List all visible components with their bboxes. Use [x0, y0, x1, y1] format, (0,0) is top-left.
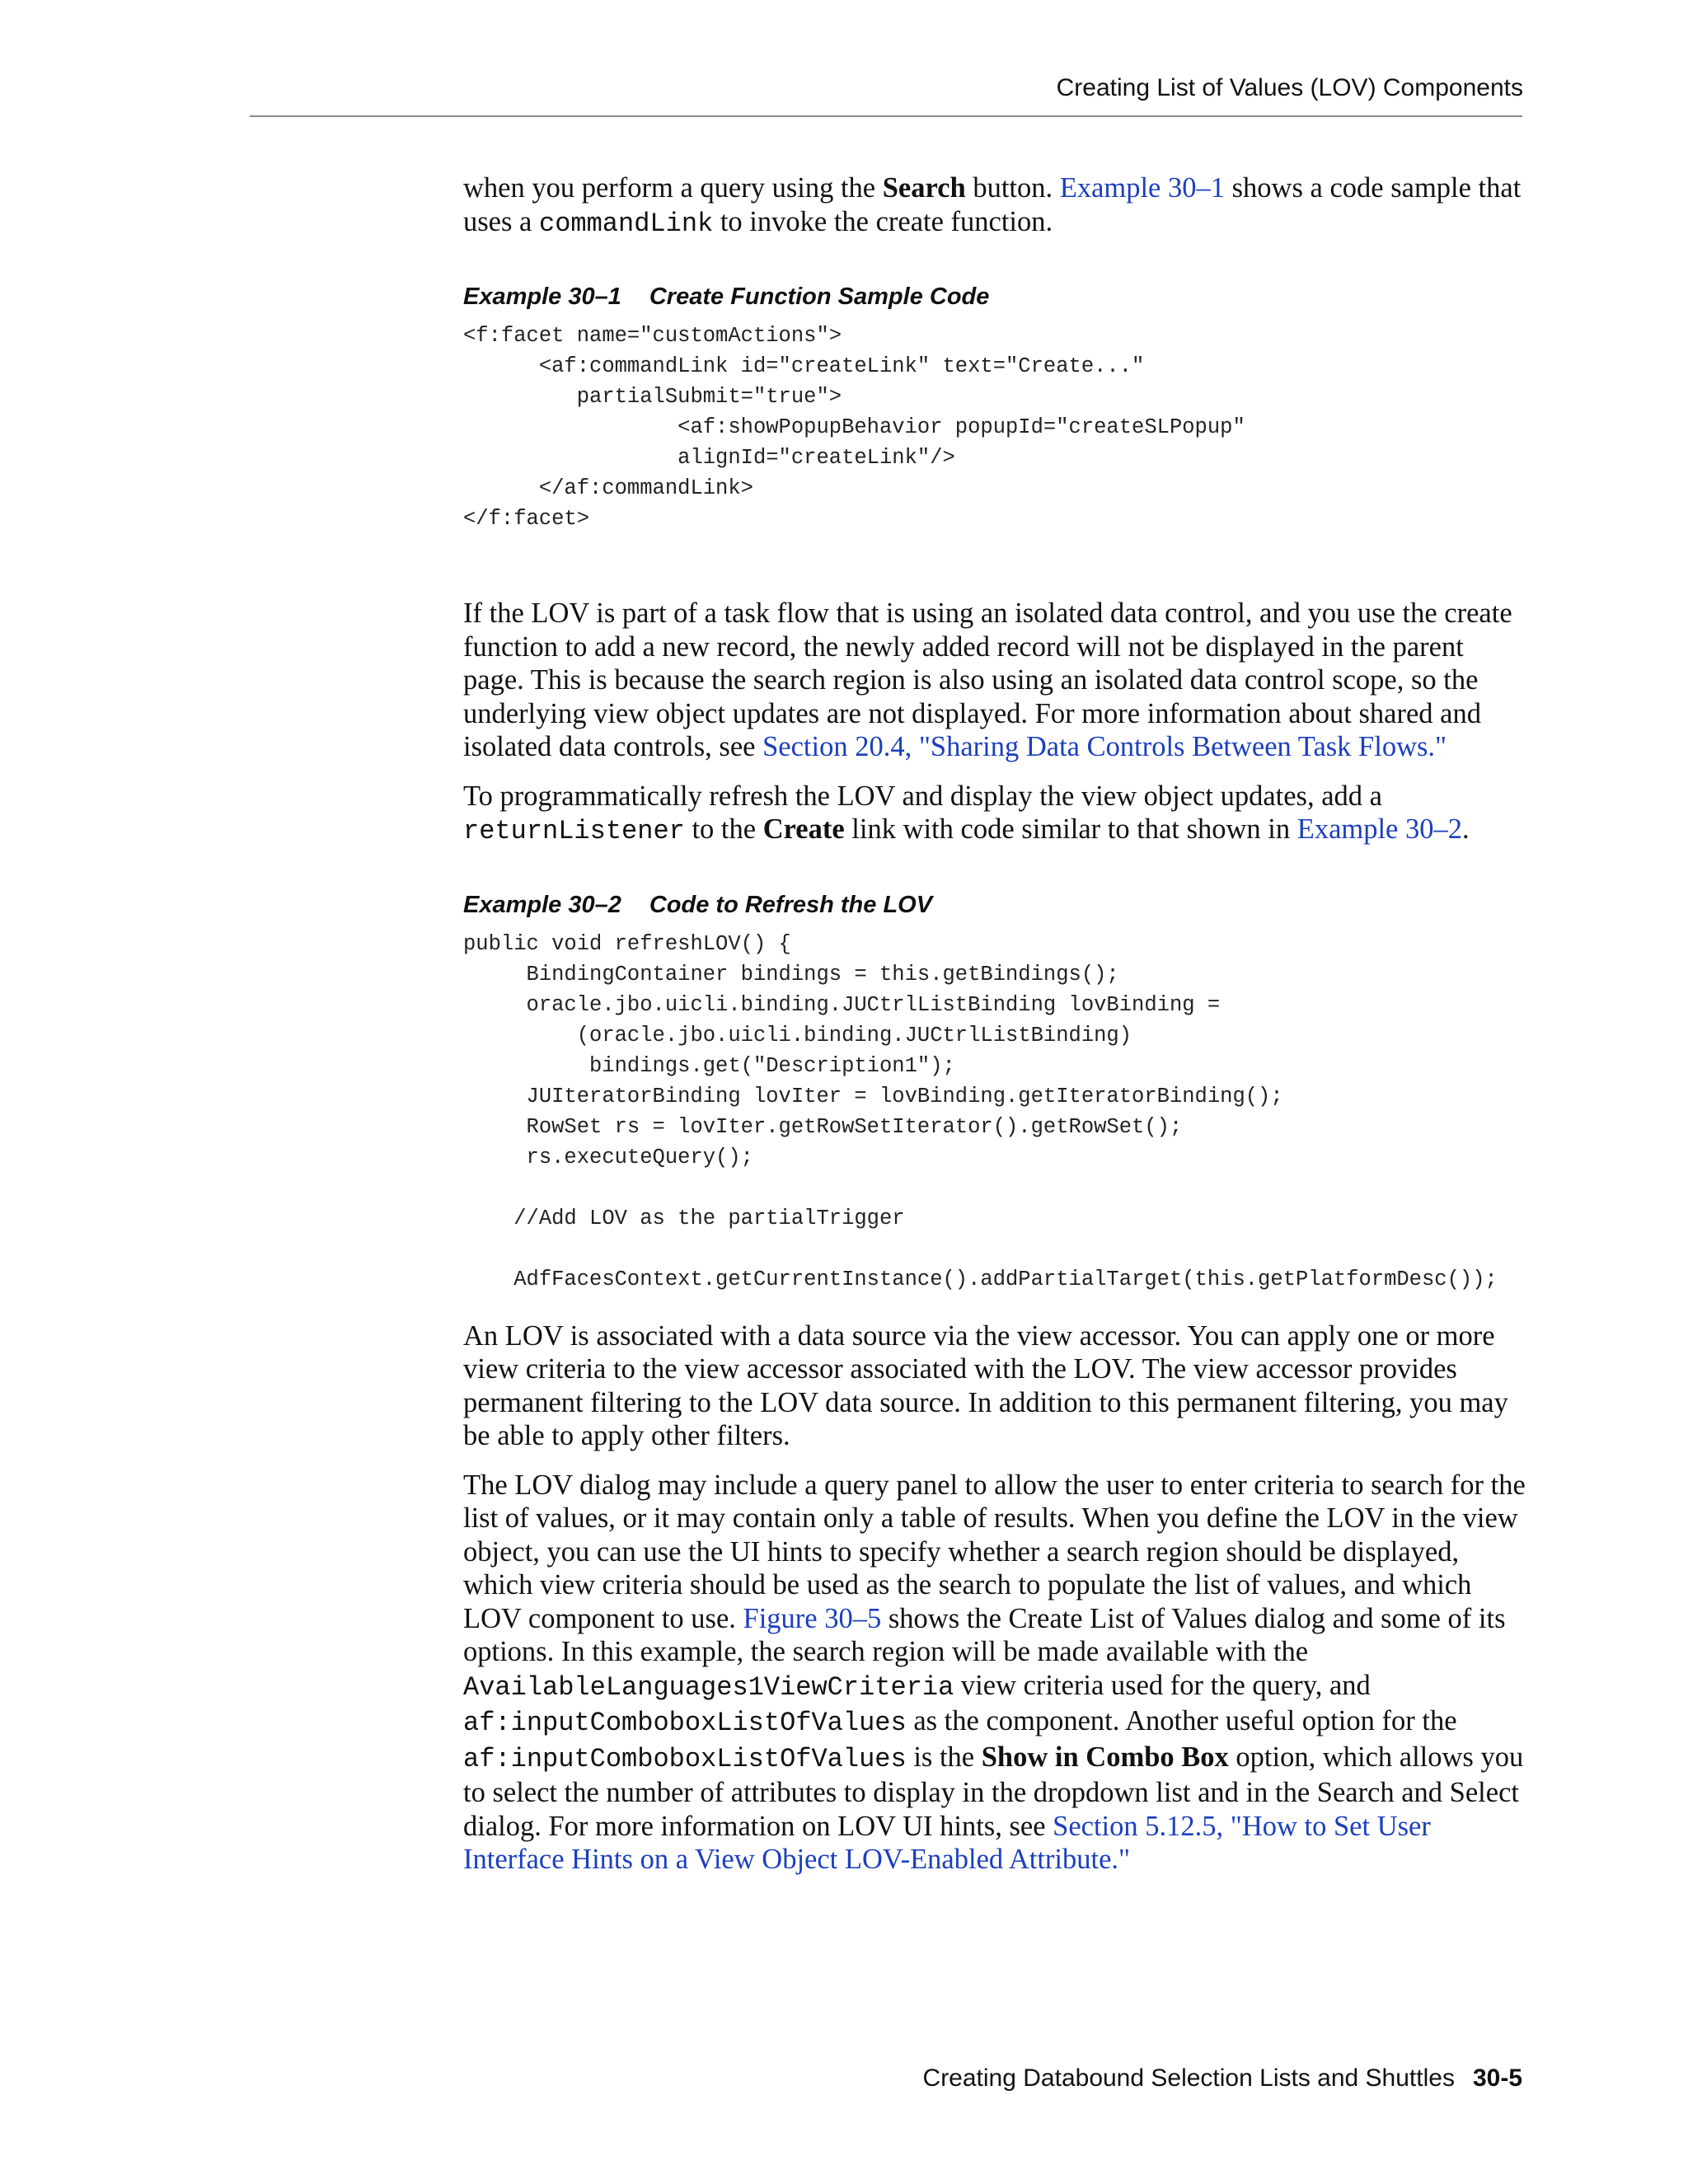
- refresh-text-1: To programmatically refresh the LOV and display the view object updates, add a: [463, 780, 1382, 812]
- example-30-2-code: public void refreshLOV() { BindingContainer bindings = this.getBindings(); oracle.jbo.uicli.binding.JUCtrlListBinding lovBinding = (oracle.jbo.uicli.binding.JUCtrlListBinding) bindings.get("Description1"); JUIteratorBinding lovIter = lovBinding.getIteratorBinding(); RowSet rs = lovIter.getRowSetIterator().getRowSet(); rs.executeQuery(); //Add LOV as the partialTrigger AdfFacesContext.getCurrentInstance().addPartialTarget(this.getPlatformDesc());: [463, 931, 1498, 1291]
- example-title-text: Code to Refresh the LOV: [649, 891, 933, 918]
- dialog-text-4: as the component. Another useful option for the: [906, 1705, 1457, 1736]
- example-number: Example 30–2: [463, 891, 621, 918]
- example-30-2-title: [463, 892, 1526, 919]
- intro-text-2: button.: [965, 172, 1060, 204]
- code-commandlink: commandLink: [538, 208, 714, 239]
- create-link-term: Create: [762, 813, 845, 845]
- code-combobox-lov: af:inputComboboxListOfValues: [463, 1708, 907, 1738]
- intro-paragraph: [463, 171, 1526, 241]
- link-example-30-1[interactable]: Example 30–1: [1059, 172, 1225, 204]
- data-source-paragraph: An LOV is associated with a data source via the view accessor. You can apply one or more view criteria to the view accessor associated with the LOV. The view accessor provides permanent filtering to the LOV data source. In addition to this permanent filtering, you may be able to apply other filters.: [463, 1319, 1508, 1451]
- intro-text-3: shows a code sample that uses a: [463, 172, 1522, 237]
- page-number: 30-5: [1472, 2064, 1522, 2092]
- link-section-5-12-5[interactable]: Section 5.12.5, "How to Set User Interface Hints on a View Object LOV-Enabled Attribute.": [463, 1810, 1431, 1875]
- page-content: [463, 171, 1526, 1892]
- dialog-text-6: option, which allows you to select the number of attributes to display in the dropdown list and in the Search and Select dialog. For more information on LOV UI hints, see: [463, 1741, 1524, 1842]
- link-section-20-4[interactable]: Section 20.4, "Sharing Data Controls Between Task Flows.": [762, 731, 1447, 762]
- refresh-text-2: to the: [684, 813, 763, 845]
- intro-text-4: to invoke the create function.: [713, 205, 1053, 237]
- page-footer: [923, 2064, 1522, 2093]
- code-returnlistener: returnListener: [463, 816, 685, 846]
- isolated-data-control-paragraph: [463, 597, 1526, 764]
- footer-title: Creating Databound Selection Lists and Shuttles: [922, 2064, 1455, 2092]
- header-rule: [250, 115, 1522, 117]
- isolated-text: If the LOV is part of a task flow that is using an isolated data control, and you use the create function to add a new record, the newly added record will not be displayed in the parent page. This is because the search region is also using an isolated data control scope, so the underlying view object updates are not displayed. For more information about shared and isolated data controls, see: [463, 598, 1512, 762]
- lov-dialog-paragraph: [463, 1469, 1526, 1877]
- dialog-text-2: shows the Create List of Values dialog and some of its options. In this example, the search region will be made available with the: [463, 1602, 1506, 1667]
- refresh-text-3: link with code similar to that shown in: [844, 813, 1297, 845]
- example-30-1-title: [463, 284, 1526, 311]
- intro-text-1: when you perform a query using the: [463, 172, 883, 204]
- example-title-text: Create Function Sample Code: [649, 284, 990, 310]
- example-number: Example 30–1: [463, 284, 621, 310]
- dialog-text-1: The LOV dialog may include a query panel to allow the user to enter criteria to search for the list of values, or it may contain only a table of results. When you define the LOV in the view object, you can use the UI hints to specify whether a search region should be displayed, which view criteria should be used as the search to populate the list of values, and which LOV component to use.: [463, 1469, 1526, 1634]
- code-view-criteria: AvailableLanguages1ViewCriteria: [463, 1671, 954, 1703]
- search-button-term: Search: [882, 172, 966, 204]
- dialog-text-5: is the: [906, 1741, 982, 1773]
- link-figure-30-5[interactable]: Figure 30–5: [743, 1602, 882, 1634]
- code-combobox-lov-2: af:inputComboboxListOfValues: [463, 1743, 907, 1774]
- refresh-paragraph: [463, 780, 1526, 849]
- running-header: Creating List of Values (LOV) Components: [1056, 74, 1523, 101]
- show-in-combo-box-term: Show in Combo Box: [981, 1741, 1229, 1773]
- link-example-30-2[interactable]: Example 30–2: [1296, 813, 1462, 845]
- refresh-text-4: .: [1462, 813, 1470, 845]
- dialog-text-3: view criteria used for the query, and: [954, 1669, 1371, 1701]
- example-30-1-code: <f:facet name="customActions"> <af:commandLink id="createLink" text="Create..." partialSubmit="true"> <af:showPopupBehavior popupId="createSLPopup" alignId="createLink"/> </af:commandLink> </f:facet>: [463, 324, 1245, 531]
